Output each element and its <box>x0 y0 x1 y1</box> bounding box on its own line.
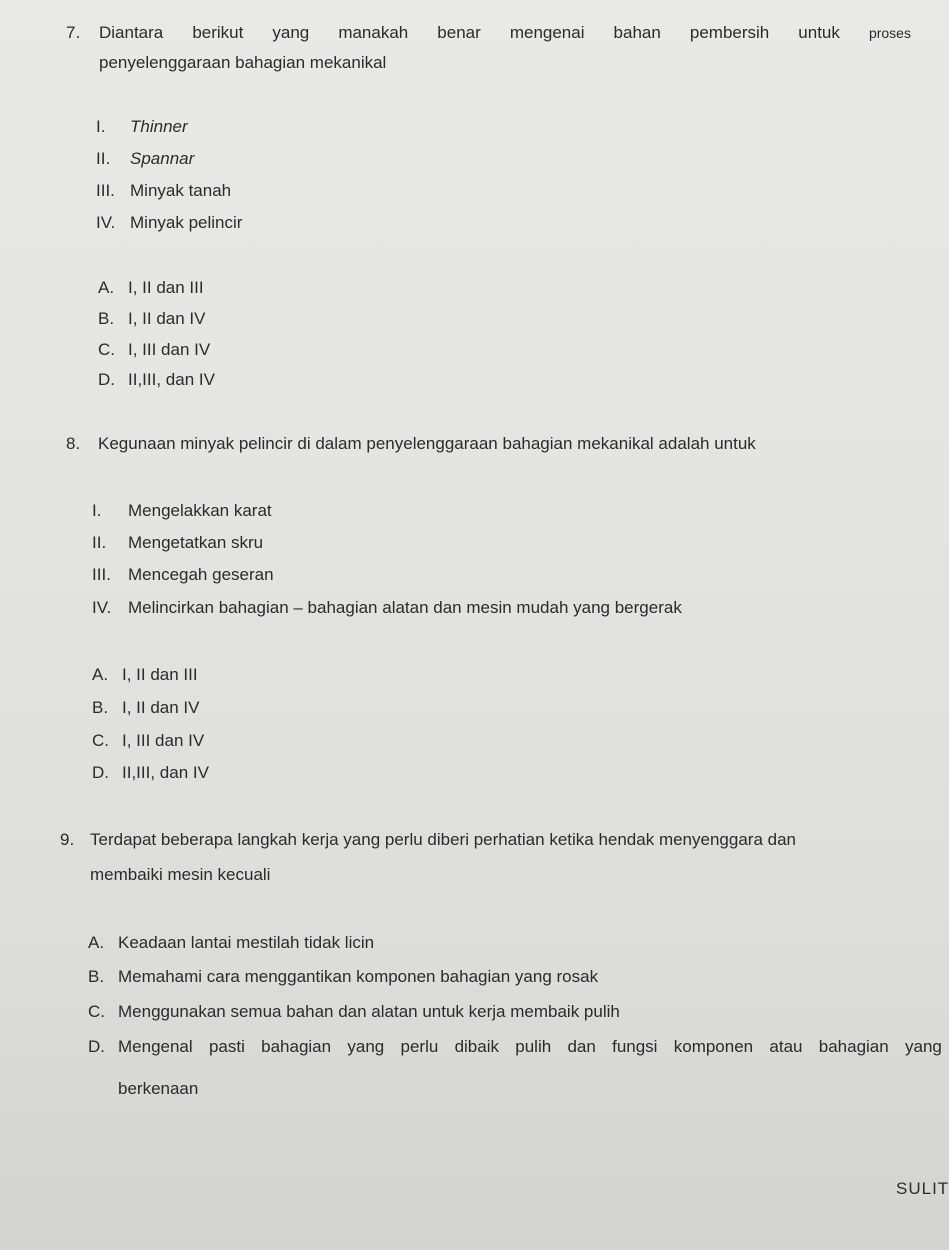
question-text-line-1: Terdapat beberapa langkah kerja yang perlu diberi perhatian ketika hendak menyenggara dan <box>90 830 796 849</box>
option-letter: D. <box>98 370 115 389</box>
option-word: bahagian <box>818 1037 889 1056</box>
option-word: bahagian <box>261 1037 332 1056</box>
option-word: komponen <box>673 1037 754 1056</box>
question-number: 9. <box>60 830 75 849</box>
question-text-line-1 <box>99 22 911 44</box>
roman-item <box>96 212 242 234</box>
item-number: IV. <box>92 598 112 617</box>
option-text: Keadaan lantai mestilah tidak licin <box>118 933 375 952</box>
item-number: II. <box>96 149 111 168</box>
question-text-line-1: Kegunaan minyak pelincir di dalam penyelenggaraan bahagian mekanikal adalah untuk <box>98 434 756 453</box>
option-text: II,III, dan IV <box>122 763 209 782</box>
footer-classification: SULIT <box>896 1179 949 1198</box>
item-text: Melincirkan bahagian – bahagian alatan dan mesin mudah yang bergerak <box>128 598 682 617</box>
item-text: Thinner <box>130 117 188 136</box>
roman-item <box>96 148 194 170</box>
item-text: Minyak tanah <box>130 181 232 200</box>
option-letter: C. <box>88 1002 105 1021</box>
option-text: I, II dan IV <box>128 309 206 328</box>
option-letter: A. <box>88 933 105 952</box>
option-text: I, III dan IV <box>128 340 211 359</box>
answer-option-a[interactable] <box>92 664 198 686</box>
option-word: dan <box>567 1037 596 1056</box>
question-word: manakah <box>338 23 409 42</box>
roman-item <box>92 532 263 554</box>
question-word: proses <box>868 25 911 41</box>
option-word: atau <box>769 1037 803 1056</box>
option-word: yang <box>347 1037 385 1056</box>
roman-item <box>92 597 682 619</box>
question-text-line-2: penyelenggaraan bahagian mekanikal <box>99 53 387 72</box>
option-word: pasti <box>208 1037 245 1056</box>
option-word: dibaik <box>454 1037 499 1056</box>
option-text: I, II dan IV <box>122 698 200 717</box>
option-text: I, II dan III <box>128 278 204 297</box>
item-number: II. <box>92 533 107 552</box>
item-text: Mengetatkan skru <box>128 533 264 552</box>
answer-option-c[interactable] <box>92 730 204 752</box>
question-word: Diantara <box>99 23 164 42</box>
question-word: yang <box>272 23 310 42</box>
answer-option-d[interactable] <box>92 762 209 784</box>
option-letter: D. <box>92 763 109 782</box>
answer-option-a[interactable] <box>88 932 374 954</box>
question-word: bahan <box>613 23 661 42</box>
option-text-line-1 <box>118 1036 942 1058</box>
item-number: I. <box>92 501 102 520</box>
option-letter: C. <box>98 340 115 359</box>
option-text: Memahami cara menggantikan komponen bahagian yang rosak <box>118 967 599 986</box>
item-text: Mengelakkan karat <box>128 501 272 520</box>
answer-option-c[interactable] <box>88 1001 620 1023</box>
item-number: IV. <box>96 213 116 232</box>
question-word: pembersih <box>689 23 770 42</box>
option-letter: D. <box>88 1037 105 1056</box>
option-text: I, III dan IV <box>122 731 205 750</box>
item-number: I. <box>96 117 106 136</box>
option-word: yang <box>904 1037 942 1056</box>
option-letter: C. <box>92 731 109 750</box>
option-letter: A. <box>98 278 115 297</box>
question-word: berikut <box>192 23 244 42</box>
roman-item <box>96 180 231 202</box>
option-word: perlu <box>400 1037 439 1056</box>
option-text: II,III, dan IV <box>128 370 215 389</box>
question-word: untuk <box>798 23 840 42</box>
answer-option-c[interactable] <box>98 339 210 361</box>
option-word: Mengenal <box>118 1037 193 1056</box>
question-number: 8. <box>66 434 81 453</box>
answer-option-b[interactable] <box>98 308 206 330</box>
option-word: pulih <box>515 1037 552 1056</box>
item-text: Minyak pelincir <box>130 213 243 232</box>
question-text-line-2: membaiki mesin kecuali <box>90 865 271 884</box>
item-number: III. <box>96 181 115 200</box>
option-text-line-2: berkenaan <box>118 1079 199 1098</box>
answer-option-d[interactable] <box>98 369 215 391</box>
option-letter: B. <box>88 967 105 986</box>
answer-option-a[interactable] <box>98 277 204 299</box>
question-word: benar <box>437 23 481 42</box>
option-text: Menggunakan semua bahan dan alatan untuk kerja membaik pulih <box>118 1002 620 1021</box>
roman-item <box>92 500 272 522</box>
option-letter: A. <box>92 665 109 684</box>
option-letter: B. <box>92 698 109 717</box>
question-word: mengenai <box>509 23 585 42</box>
roman-item <box>92 564 274 586</box>
item-text: Spannar <box>130 149 195 168</box>
option-word: fungsi <box>612 1037 658 1056</box>
answer-option-b[interactable] <box>92 697 200 719</box>
option-letter: B. <box>98 309 115 328</box>
question-number: 7. <box>66 23 81 42</box>
item-number: III. <box>92 565 111 584</box>
item-text: Mencegah geseran <box>128 565 274 584</box>
roman-item <box>96 116 188 138</box>
option-text: I, II dan III <box>122 665 198 684</box>
answer-option-b[interactable] <box>88 966 598 988</box>
